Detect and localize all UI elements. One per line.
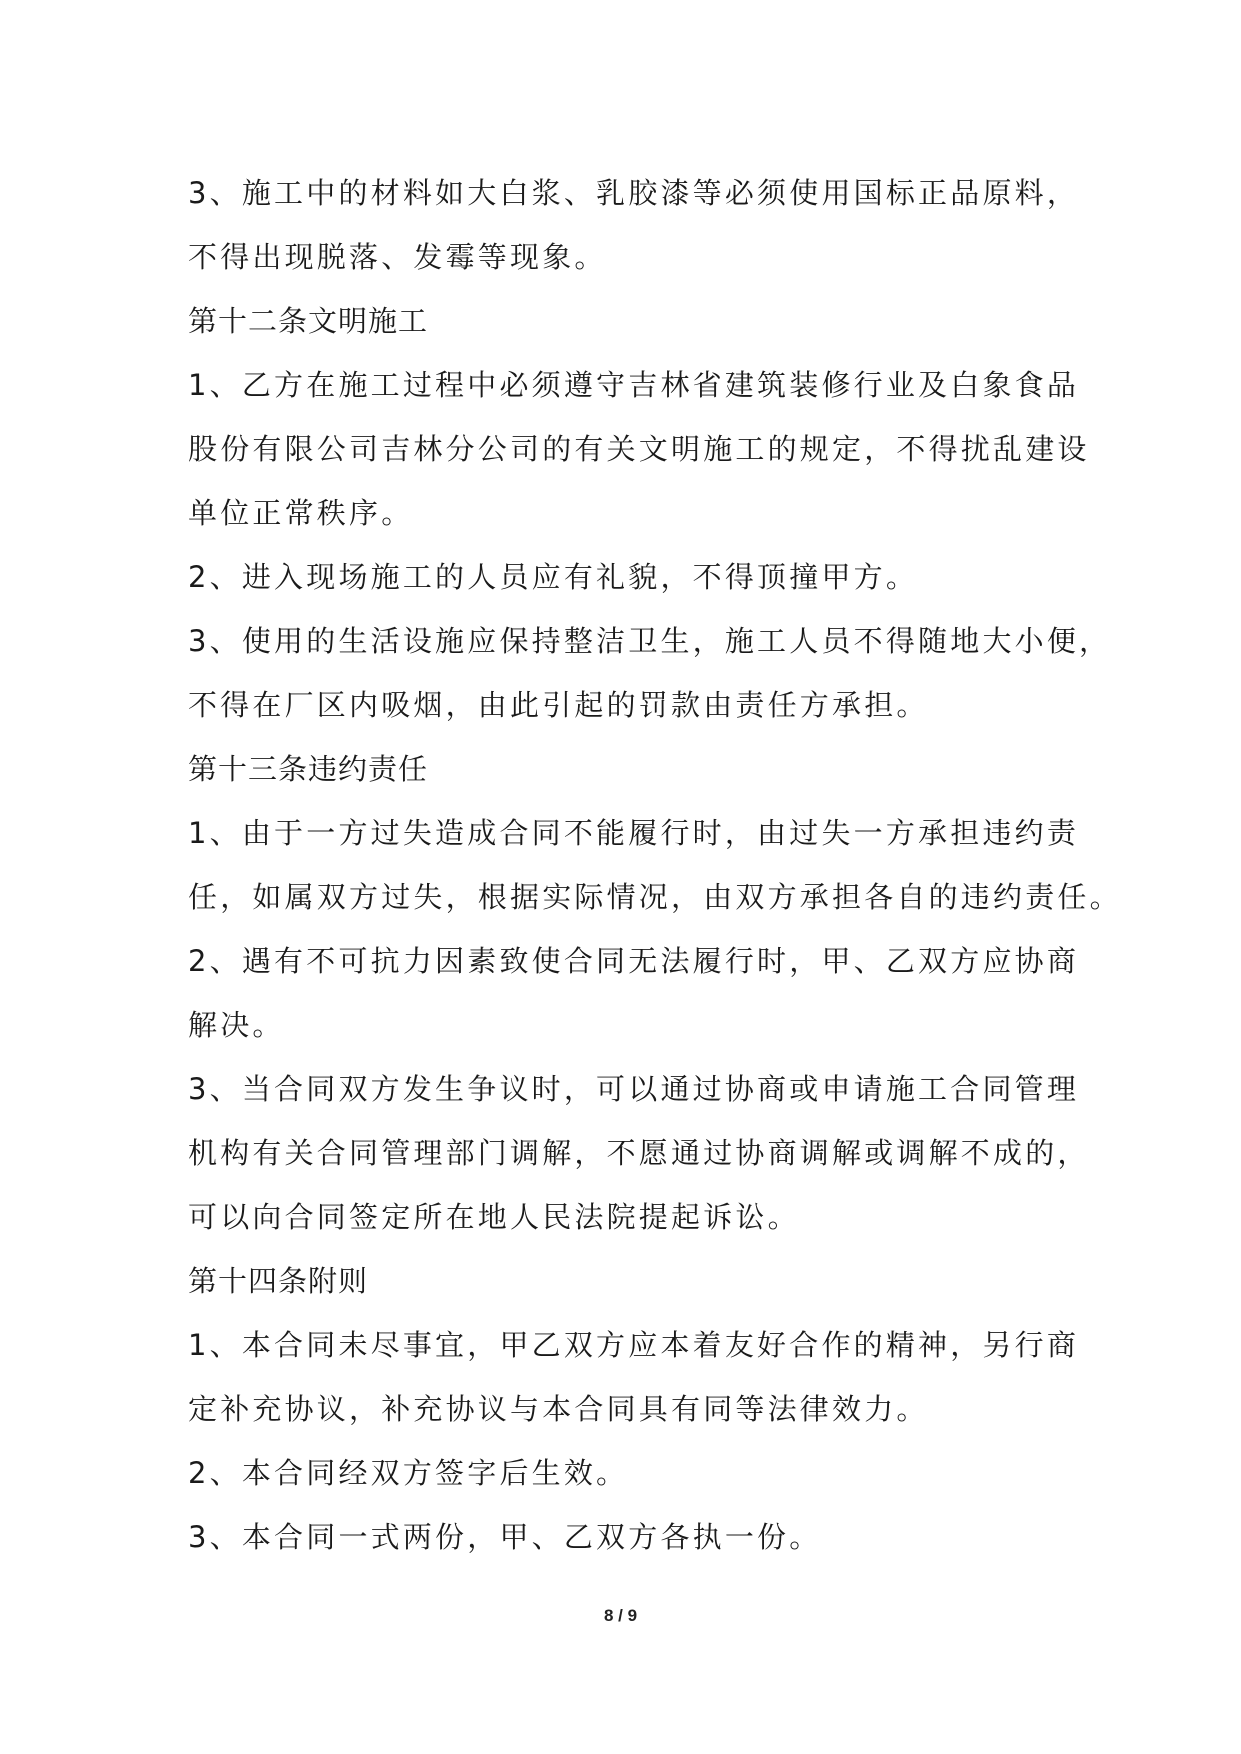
- paragraph-line: 定补充协议，补充协议与本合同具有同等法律效力。: [188, 1392, 929, 1426]
- paragraph-line: 2、进入现场施工的人员应有礼貌，不得顶撞甲方。: [188, 560, 919, 594]
- section-heading: 第十二条文明施工: [188, 304, 429, 338]
- paragraph-line: 任，如属双方过失，根据实际情况，由双方承担各自的违约责任。: [188, 880, 1122, 914]
- paragraph-line: 1、由于一方过失造成合同不能履行时，由过失一方承担违约责: [188, 816, 1080, 850]
- paragraph-line: 1、本合同未尽事宜，甲乙双方应本着友好合作的精神，另行商: [188, 1328, 1080, 1362]
- paragraph-line: 3、使用的生活设施应保持整洁卫生，施工人员不得随地大小便，: [188, 624, 1112, 658]
- paragraph-line: 可以向合同签定所在地人民法院提起诉讼。: [188, 1200, 800, 1234]
- paragraph-line: 解决。: [188, 1008, 285, 1042]
- paragraph-line: 2、遇有不可抗力因素致使合同无法履行时，甲、乙双方应协商: [188, 944, 1080, 978]
- section-heading: 第十四条附则: [188, 1264, 369, 1298]
- paragraph-line: 3、本合同一式两份，甲、乙双方各执一份。: [188, 1520, 822, 1554]
- paragraph-line: 机构有关合同管理部门调解，不愿通过协商调解或调解不成的，: [188, 1136, 1090, 1170]
- paragraph-line: 不得出现脱落、发霉等现象。: [188, 240, 607, 274]
- paragraph-line: 3、当合同双方发生争议时，可以通过协商或申请施工合同管理: [188, 1072, 1080, 1106]
- paragraph-line: 2、本合同经双方签字后生效。: [188, 1456, 629, 1490]
- paragraph-line: 不得在厂区内吸烟，由此引起的罚款由责任方承担。: [188, 688, 929, 722]
- page-number: 8 / 9: [603, 1606, 638, 1625]
- document-body: [188, 161, 1122, 1569]
- section-heading: 第十三条违约责任: [188, 752, 429, 786]
- paragraph-line: 1、乙方在施工过程中必须遵守吉林省建筑装修行业及白象食品: [188, 368, 1080, 402]
- paragraph-line: 股份有限公司吉林分公司的有关文明施工的规定，不得扰乱建设: [188, 432, 1090, 466]
- paragraph-line: 单位正常秩序。: [188, 496, 414, 530]
- paragraph-line: 3、施工中的材料如大白浆、乳胶漆等必须使用国标正品原料，: [188, 176, 1080, 210]
